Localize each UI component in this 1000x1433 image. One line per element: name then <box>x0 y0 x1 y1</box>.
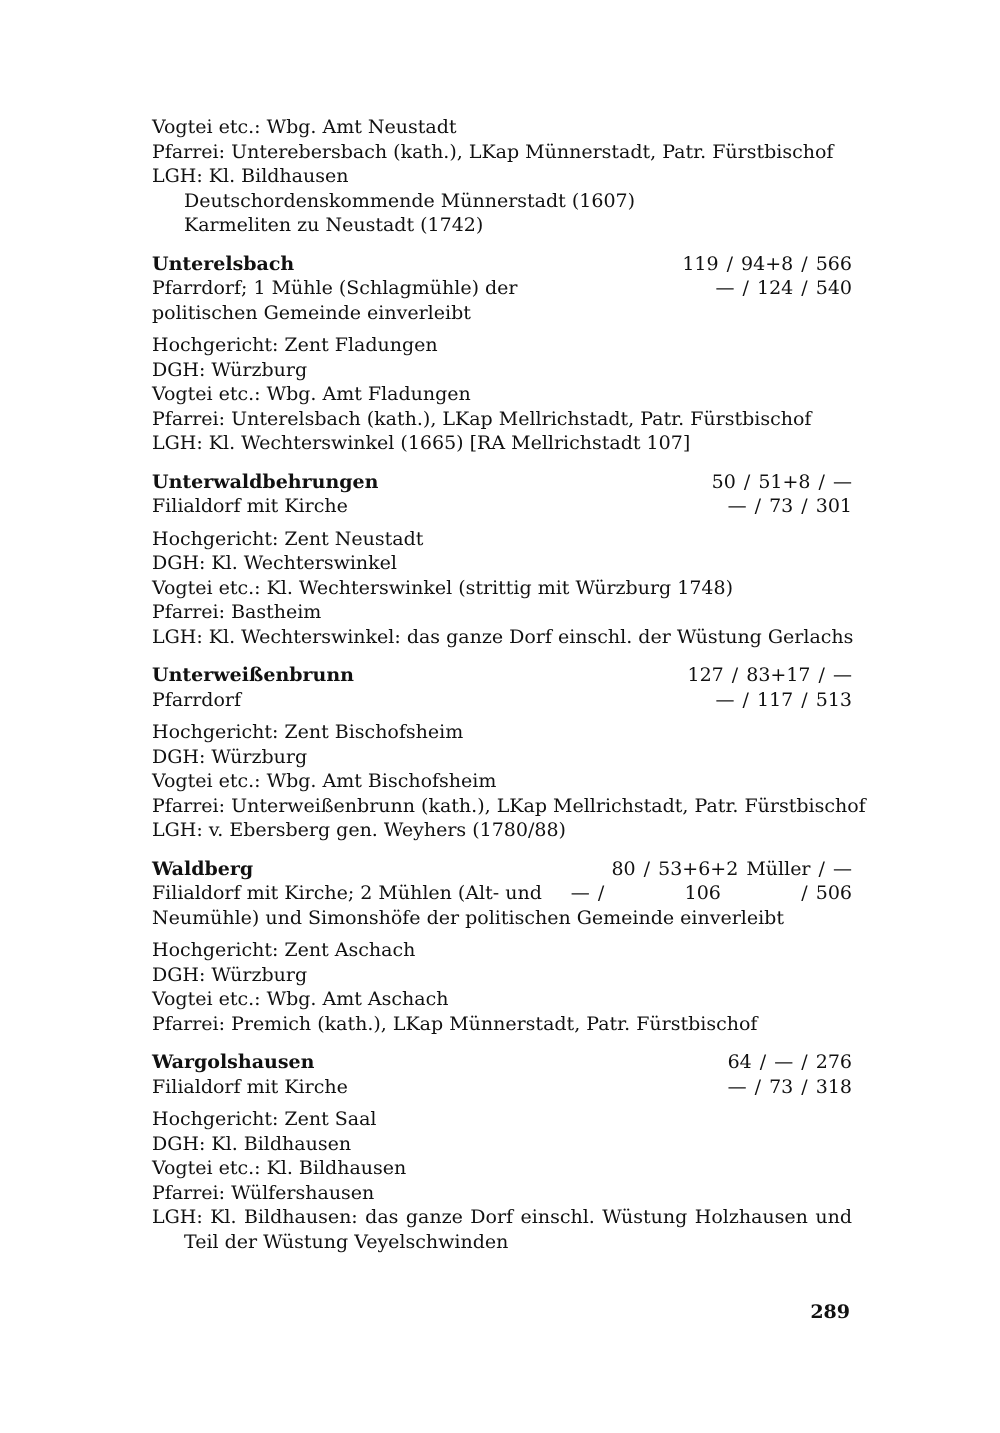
entry-details <box>152 1107 852 1254</box>
detail-line: Pfarrei: Bastheim <box>152 601 322 623</box>
intro-block <box>152 115 852 238</box>
entry-stats-primary: 80 / 53+6+2 Müller / — <box>611 857 852 880</box>
detail-line: Vogtei etc.: Wbg. Amt Bischofsheim <box>152 770 497 792</box>
detail-line: DGH: Würzburg <box>152 745 308 768</box>
intro-line: Vogtei etc.: Wbg. Amt Neustadt <box>152 116 457 138</box>
entry-stats-primary: 119 / 94+8 / 566 <box>682 252 852 275</box>
detail-line: LGH: Kl. Wechterswinkel: das ganze Dorf einschl. der Wüstung Gerlachs <box>152 625 854 648</box>
entry-header <box>152 470 852 495</box>
entry-name: Wargolshausen <box>152 1051 315 1073</box>
detail-line: Pfarrei: Wülfershausen <box>152 1181 375 1204</box>
entry-stats-secondary: — / 124 / 540 <box>715 277 852 299</box>
entry-unterweissenbrunn <box>152 663 866 843</box>
entry-name: Unterelsbach <box>152 252 295 275</box>
entry-header <box>152 1050 852 1075</box>
intro-line: Pfarrei: Unterebersbach (kath.), LKap Münnerstadt, Patr. Fürstbischof <box>152 140 834 163</box>
detail-line: Vogtei etc.: Kl. Bildhausen <box>152 1157 407 1179</box>
detail-line-wrapped: LGH: Kl. Bildhausen: das ganze Dorf einschl. Wüstung Holzhausen und Teil der Wüstung Veyelschwinden <box>152 1206 852 1253</box>
detail-line: Hochgericht: Zent Bischofsheim <box>152 721 464 743</box>
entry-stats-primary: 50 / 51+8 / — <box>711 470 852 493</box>
entry-name: Unterweißenbrunn <box>152 664 354 686</box>
entry-details <box>152 938 852 1036</box>
entry-desc: Pfarrdorf; 1 Mühle (Schlagmühle) der <box>152 277 518 299</box>
detail-line: Hochgericht: Zent Aschach <box>152 939 416 961</box>
intro-line: LGH: Kl. Bildhausen <box>152 165 349 187</box>
entry-desc: Filialdorf mit Kirche <box>152 495 348 517</box>
detail-line: Pfarrei: Premich (kath.), LKap Münnerstadt, Patr. Fürstbischof <box>152 1012 758 1035</box>
entry-header <box>152 252 852 277</box>
detail-line: DGH: Kl. Wechterswinkel <box>152 552 397 574</box>
detail-line: Pfarrei: Unterweißenbrunn (kath.), LKap Mellrichstadt, Patr. Fürstbischof <box>152 794 866 817</box>
detail-line: Hochgericht: Zent Fladungen <box>152 334 438 356</box>
entry-waldberg <box>152 857 852 1037</box>
detail-line: DGH: Würzburg <box>152 358 308 381</box>
entry-details <box>152 720 866 843</box>
entry-desc-row <box>152 881 852 906</box>
detail-line: Hochgericht: Zent Saal <box>152 1108 377 1130</box>
detail-line: LGH: v. Ebersberg gen. Weyhers (1780/88) <box>152 819 566 841</box>
entry-desc: Filialdorf mit Kirche; 2 Mühlen (Alt- und <box>152 882 542 904</box>
entry-wargolshausen <box>152 1050 852 1254</box>
entry-unterelsbach <box>152 252 852 456</box>
detail-line: DGH: Würzburg <box>152 963 308 986</box>
entry-name: Waldberg <box>152 857 254 880</box>
entry-unterwaldbehrungen <box>152 470 852 650</box>
page-number: 289 <box>810 1301 850 1323</box>
detail-line: LGH: Kl. Wechterswinkel (1665) [RA Mellrichstadt 107] <box>152 432 691 454</box>
entry-stats-secondary: — / 106 / 506 <box>570 882 852 904</box>
entry-desc: Filialdorf mit Kirche <box>152 1075 348 1098</box>
detail-line: Pfarrei: Unterelsbach (kath.), LKap Mellrichstadt, Patr. Fürstbischof <box>152 407 812 430</box>
detail-line: Hochgericht: Zent Neustadt <box>152 527 424 550</box>
entry-desc: Pfarrdorf <box>152 688 242 711</box>
entry-stats-primary: 127 / 83+17 / — <box>687 664 852 686</box>
entry-desc: politischen Gemeinde einverleibt <box>152 301 471 324</box>
entry-stats-secondary: — / 73 / 301 <box>727 495 852 517</box>
page-body <box>152 115 866 1254</box>
entry-desc-row <box>152 1075 852 1100</box>
entry-header <box>152 663 852 688</box>
entry-desc: Neumühle) und Simonshöfe der politischen Gemeinde einverleibt <box>152 906 784 929</box>
entry-header <box>152 857 852 882</box>
entry-desc-row <box>152 688 852 713</box>
intro-indented-line: Karmeliten zu Neustadt (1742) <box>184 214 484 236</box>
intro-indented-line: Deutschordenskommende Münnerstadt (1607) <box>184 189 636 212</box>
detail-line: Vogtei etc.: Wbg. Amt Aschach <box>152 988 449 1010</box>
entry-stats-secondary: — / 73 / 318 <box>727 1075 852 1098</box>
entry-name: Unterwaldbehrungen <box>152 470 379 493</box>
entry-details <box>152 527 852 650</box>
entry-details <box>152 333 852 456</box>
entry-stats-secondary: — / 117 / 513 <box>715 688 852 711</box>
detail-line: Vogtei etc.: Kl. Wechterswinkel (strittig mit Würzburg 1748) <box>152 576 734 599</box>
detail-line: Vogtei etc.: Wbg. Amt Fladungen <box>152 383 471 405</box>
entry-desc-row <box>152 494 852 519</box>
detail-line: DGH: Kl. Bildhausen <box>152 1132 352 1155</box>
entry-desc-row <box>152 276 852 301</box>
entry-stats-primary: 64 / — / 276 <box>727 1051 852 1073</box>
